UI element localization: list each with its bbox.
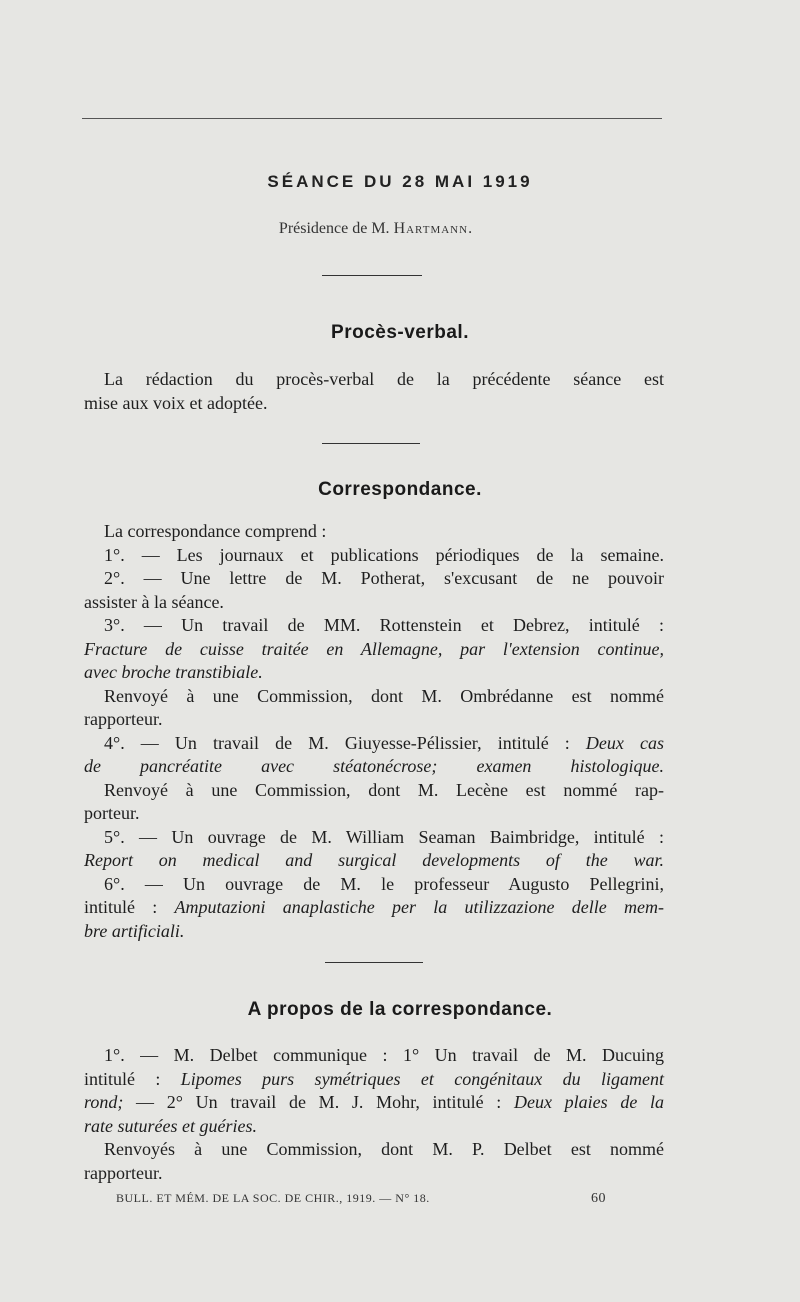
list-item-1: 1°. — M. Delbet communique : 1° Un travail de M. Ducuing — [104, 1045, 664, 1065]
title-italic: rond; — [84, 1092, 124, 1112]
text-segment: intitulé : — [84, 897, 158, 917]
presidence-prefix: Présidence de M. — [278, 220, 390, 237]
text-line — [84, 661, 664, 685]
presidence-line — [0, 220, 752, 238]
section-divider — [322, 443, 420, 444]
title-italic: Lipomes purs symétriques et congénitaux du ligament — [180, 1068, 665, 1089]
text-line — [84, 1115, 664, 1139]
text-line — [84, 849, 664, 873]
page-footer — [116, 1191, 606, 1206]
text-line: porteur. — [84, 803, 140, 823]
text-line: La rédaction du procès-verbal de la précédente séance est — [104, 369, 664, 389]
text-line — [84, 638, 664, 662]
seance-title: SÉANCE DU 28 MAI 1919 — [267, 172, 533, 191]
text-line: Renvoyé à une Commission, dont M. Ombrédanne est nommé — [104, 685, 664, 706]
text-line: mise aux voix et adoptée. — [84, 392, 268, 413]
title-italic: Report on medical and surgical developments of the war. — [84, 850, 664, 870]
section-divider — [325, 962, 423, 963]
list-item-3: 3°. — Un travail de MM. Rottenstein et Debrez, intitulé : — [104, 615, 664, 635]
list-item-6: 6°. — Un ouvrage de M. le professeur Augusto Pellegrini, — [104, 873, 664, 894]
text-line: assister à la séance. — [84, 591, 224, 612]
title-italic: avec broche transtibiale. — [84, 662, 263, 682]
text-line — [84, 1068, 664, 1092]
list-item-2: 2°. — Une lettre de M. Potherat, s'excusant de ne pouvoir — [104, 568, 664, 588]
text-line: Renvoyé à une Commission, dont M. Lecène est nommé rap- — [104, 779, 664, 800]
list-item-4 — [84, 732, 664, 756]
proces-verbal-heading: Procès-verbal. — [331, 322, 469, 343]
title-italic: Deux plaies de la — [513, 1092, 665, 1112]
text-line — [84, 755, 664, 779]
president-name: Hartmann. — [393, 220, 474, 237]
text-line: La correspondance comprend : — [104, 521, 327, 541]
a-propos-body — [84, 1044, 664, 1185]
title-italic: bre artificiali. — [84, 920, 185, 941]
text-segment: 4°. — Un travail de M. Giuyesse-Pélissier, intitulé : — [104, 732, 570, 753]
top-rule — [82, 118, 662, 119]
list-item-5: 5°. — Un ouvrage de M. William Seaman Baimbridge, intitulé : — [104, 826, 664, 847]
text-line: Renvoyés à une Commission, dont M. P. Delbet est nommé — [104, 1139, 664, 1159]
a-propos-heading: A propos de la correspondance. — [247, 999, 553, 1020]
title-italic: rate suturées et guéries. — [84, 1115, 257, 1136]
correspondance-heading: Correspondance. — [318, 479, 482, 500]
text-line: rapporteur. — [84, 709, 163, 729]
title-italic: Fracture de cuisse traitée en Allemagne, par l'extension continue, — [84, 638, 664, 659]
text-line — [84, 920, 664, 944]
title-italic: Deux cas — [585, 732, 664, 753]
page-number: 60 — [591, 1191, 606, 1206]
text-line — [84, 1091, 664, 1115]
text-line — [84, 896, 664, 920]
text-segment: intitulé : — [84, 1068, 161, 1089]
proces-verbal-paragraph — [84, 368, 664, 415]
title-italic: Amputazioni anaplastiche per la utilizzazione delle mem- — [174, 897, 664, 917]
text-segment: — 2° Un travail de M. J. Mohr, intitulé : — [136, 1092, 502, 1112]
list-item-1: 1°. — Les journaux et publications périodiques de la semaine. — [104, 544, 664, 565]
footer-citation: BULL. ET MÉM. DE LA SOC. DE CHIR., 1919. — N° 18. — [116, 1191, 430, 1205]
text-line: rapporteur. — [84, 1162, 163, 1183]
section-divider — [322, 275, 422, 276]
title-italic: de pancréatite avec stéatonécrose; examen histologique. — [84, 756, 664, 776]
correspondance-body — [84, 520, 664, 943]
